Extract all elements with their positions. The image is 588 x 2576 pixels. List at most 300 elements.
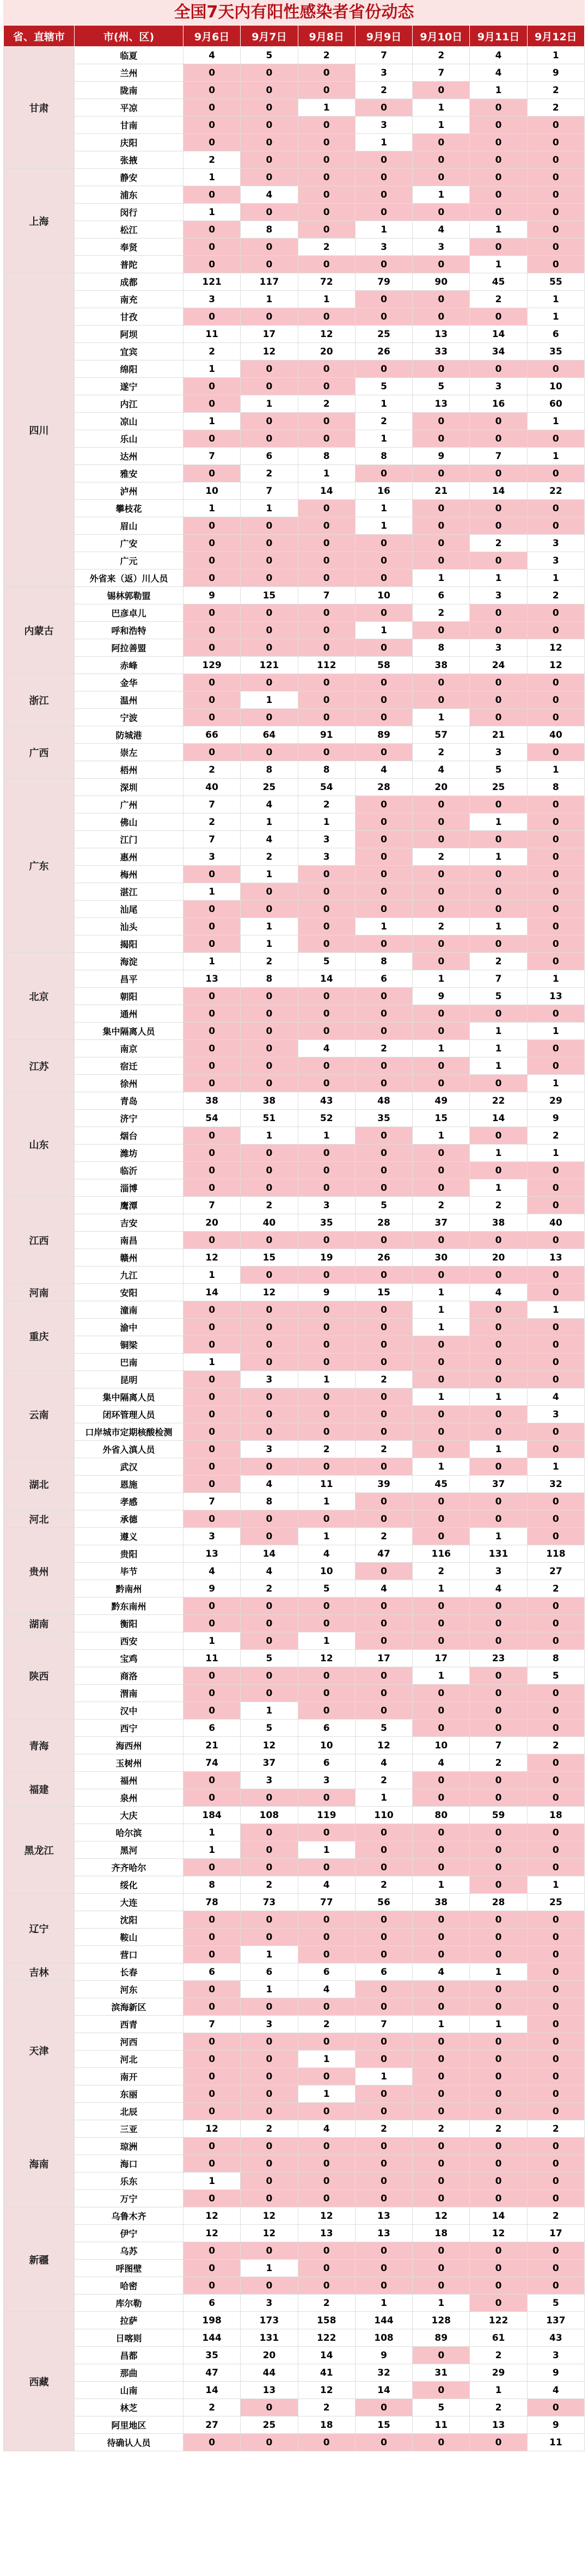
table-row [4,47,585,64]
count-cell: 0 [470,186,527,204]
city-cell: 宝鸡 [75,1650,183,1667]
table-row [4,1040,585,1057]
count-cell: 0 [241,1615,298,1632]
count-cell: 1 [355,395,412,413]
table-row [4,1301,585,1319]
count-cell: 0 [527,1057,584,1075]
count-cell: 0 [470,151,527,169]
city-cell: 宜宾 [75,343,183,360]
count-cell: 0 [355,1615,412,1632]
count-cell: 0 [298,1232,355,1249]
city-cell: 成都 [75,273,183,291]
table-row [4,726,585,744]
count-cell: 0 [241,2190,298,2207]
city-cell: 哈尔滨 [75,1824,183,1841]
count-cell: 0 [527,1423,584,1441]
count-cell: 0 [183,2242,241,2260]
city-cell: 口岸城市定期核酸检测 [75,1423,183,1441]
count-cell: 0 [413,1998,470,2016]
count-cell: 0 [183,2434,241,2451]
count-cell: 0 [470,2103,527,2120]
count-cell: 0 [413,1057,470,1075]
count-cell: 0 [413,953,470,970]
count-cell: 0 [298,1859,355,1876]
count-cell: 3 [355,64,412,82]
count-cell: 1 [527,1075,584,1092]
count-cell: 0 [183,1423,241,1441]
count-cell: 37 [413,1214,470,1232]
count-cell: 1 [355,134,412,151]
count-cell: 3 [527,1406,584,1423]
count-cell: 0 [298,82,355,99]
count-cell: 1 [413,1580,470,1598]
count-cell: 1 [470,1963,527,1981]
count-cell: 0 [355,1423,412,1441]
count-cell: 37 [470,1476,527,1493]
count-cell: 37 [241,1754,298,1772]
count-cell: 2 [298,2399,355,2416]
province-cell: 湖南 [4,1615,75,1632]
city-cell: 河北 [75,2051,183,2068]
count-cell: 0 [470,2085,527,2103]
count-cell: 7 [183,448,241,465]
table-row [4,186,585,204]
count-cell: 0 [413,2085,470,2103]
count-cell: 0 [527,1493,584,1510]
count-cell: 0 [527,204,584,221]
count-cell: 1 [183,1266,241,1284]
count-cell: 9 [527,2416,584,2434]
count-cell: 116 [413,1545,470,1563]
count-cell: 9 [527,1110,584,1127]
count-cell: 9 [527,64,584,82]
count-cell: 0 [298,500,355,517]
count-cell: 13 [355,2207,412,2225]
count-cell: 7 [183,2016,241,2033]
count-cell: 2 [183,343,241,360]
count-cell: 144 [355,2312,412,2329]
count-cell: 0 [298,1354,355,1371]
count-cell: 0 [241,238,298,256]
city-cell: 黑河 [75,1841,183,1859]
count-cell: 11 [183,1650,241,1667]
count-cell: 14 [470,2207,527,2225]
count-cell: 4 [298,1040,355,1057]
count-cell: 6 [527,326,584,343]
count-cell: 1 [183,883,241,901]
city-cell: 南充 [75,291,183,308]
city-cell: 武汉 [75,1458,183,1476]
count-cell: 0 [470,692,527,709]
count-cell: 13 [413,326,470,343]
count-cell: 2 [298,47,355,64]
count-cell: 0 [298,2260,355,2277]
count-cell: 38 [183,1092,241,1110]
count-cell: 0 [355,1127,412,1145]
province-cell: 广西 [4,726,75,779]
count-cell: 2 [527,82,584,99]
province-cell: 上海 [4,169,75,273]
city-cell: 滨海新区 [75,1998,183,2016]
count-cell: 0 [413,291,470,308]
count-cell: 0 [470,1685,527,1702]
count-cell: 0 [470,1946,527,1963]
count-cell: 0 [183,1510,241,1528]
table-row [4,1580,585,1598]
table-row [4,883,585,901]
table-row [4,221,585,238]
count-cell: 0 [298,570,355,587]
count-cell: 5 [298,953,355,970]
count-cell: 0 [241,1528,298,1545]
count-cell: 0 [470,517,527,535]
count-cell: 0 [241,604,298,622]
city-cell: 梅州 [75,866,183,883]
count-cell: 0 [470,901,527,918]
count-cell: 1 [241,291,298,308]
city-cell: 沈阳 [75,1911,183,1929]
count-cell: 0 [413,2051,470,2068]
count-cell: 1 [470,1441,527,1458]
count-cell: 2 [298,1441,355,1458]
count-cell: 0 [413,1406,470,1423]
count-cell: 4 [183,47,241,64]
count-cell: 0 [241,204,298,221]
count-cell: 0 [413,500,470,517]
count-cell: 5 [470,761,527,779]
count-cell: 131 [470,1545,527,1563]
count-cell: 0 [470,1319,527,1336]
count-cell: 0 [355,1929,412,1946]
count-cell: 38 [241,1092,298,1110]
count-cell: 21 [470,726,527,744]
count-cell: 17 [355,1650,412,1667]
count-cell: 0 [413,535,470,552]
count-cell: 0 [298,1075,355,1092]
table-row [4,1162,585,1179]
count-cell: 0 [355,1981,412,1998]
table-row [4,901,585,918]
count-cell: 0 [413,1946,470,1963]
count-cell: 0 [298,1406,355,1423]
count-cell: 1 [355,1789,412,1807]
count-cell: 0 [241,256,298,273]
city-cell: 外省入滇人员 [75,1441,183,1458]
count-cell: 0 [241,2068,298,2085]
count-cell: 0 [470,1458,527,1476]
count-cell: 6 [298,1754,355,1772]
count-cell: 1 [527,1023,584,1040]
count-cell: 0 [241,117,298,134]
count-cell: 2 [413,604,470,622]
count-cell: 0 [413,430,470,448]
table-row [4,64,585,82]
city-cell: 恩施 [75,1476,183,1493]
count-cell: 57 [413,726,470,744]
count-cell: 0 [241,1598,298,1615]
table-row [4,1284,585,1301]
count-cell: 0 [241,1319,298,1336]
count-cell: 0 [413,1266,470,1284]
table-row [4,918,585,935]
count-cell: 3 [241,1441,298,1458]
count-cell: 158 [298,2312,355,2329]
count-cell: 2 [413,848,470,866]
count-cell: 0 [355,552,412,570]
count-cell: 0 [470,2277,527,2294]
count-cell: 0 [470,1301,527,1319]
count-cell: 0 [241,82,298,99]
count-cell: 7 [298,587,355,604]
count-cell: 0 [470,1615,527,1632]
count-cell: 0 [298,1458,355,1476]
city-cell: 巴南 [75,1354,183,1371]
count-cell: 0 [298,151,355,169]
count-cell: 0 [527,117,584,134]
count-cell: 0 [183,2085,241,2103]
count-cell: 1 [355,517,412,535]
count-cell: 0 [241,1162,298,1179]
count-cell: 0 [298,2190,355,2207]
count-cell: 72 [298,273,355,291]
count-cell: 0 [470,2190,527,2207]
count-cell: 0 [527,1789,584,1807]
count-cell: 0 [183,552,241,570]
province-cell: 河南 [4,1284,75,1301]
count-cell: 0 [470,465,527,482]
count-cell: 0 [527,831,584,848]
count-cell: 0 [241,1824,298,1841]
city-cell: 攀枝花 [75,500,183,517]
count-cell: 3 [298,831,355,848]
table-row [4,2190,585,2207]
province-cell: 海南 [4,2120,75,2207]
count-cell: 15 [241,587,298,604]
table-row [4,866,585,883]
city-cell: 集中隔离人员 [75,1023,183,1040]
table-row [4,709,585,726]
count-cell: 45 [413,1476,470,1493]
count-cell: 0 [527,1702,584,1720]
count-cell: 0 [355,186,412,204]
count-cell: 9 [355,2347,412,2364]
count-cell: 19 [298,1249,355,1266]
count-cell: 0 [241,2242,298,2260]
count-cell: 0 [183,604,241,622]
province-cell: 山东 [4,1092,75,1197]
city-cell: 呼和浩特 [75,622,183,639]
count-cell: 1 [527,570,584,587]
table-row [4,2312,585,2329]
count-cell: 0 [470,1005,527,1023]
count-cell: 1 [298,1632,355,1650]
count-cell: 0 [241,1406,298,1423]
count-cell: 1 [470,848,527,866]
province-cell: 福建 [4,1772,75,1807]
city-cell: 宿迁 [75,1057,183,1075]
count-cell: 0 [298,1319,355,1336]
count-cell: 0 [527,221,584,238]
count-cell: 3 [470,587,527,604]
count-cell: 12 [241,1284,298,1301]
count-cell: 18 [298,2416,355,2434]
count-cell: 0 [298,1510,355,1528]
count-cell: 2 [527,1580,584,1598]
table-row [4,2051,585,2068]
count-cell: 89 [355,726,412,744]
count-cell: 3 [470,1563,527,1580]
city-cell: 林芝 [75,2399,183,2416]
count-cell: 4 [470,1284,527,1301]
table-row [4,1615,585,1632]
count-cell: 1 [527,1145,584,1162]
table-row [4,639,585,657]
count-cell: 0 [241,169,298,186]
count-cell: 0 [298,1388,355,1406]
count-cell: 0 [355,1702,412,1720]
count-cell: 0 [355,2277,412,2294]
count-cell: 0 [470,1232,527,1249]
table-row [4,2138,585,2155]
count-cell: 0 [527,2016,584,2033]
count-cell: 6 [298,1963,355,1981]
count-cell: 0 [298,639,355,657]
count-cell: 43 [527,2329,584,2347]
table-row [4,1354,585,1371]
count-cell: 1 [241,1981,298,1998]
count-cell: 55 [527,273,584,291]
table-body [4,47,585,2451]
count-cell: 0 [413,552,470,570]
count-cell: 6 [298,1720,355,1737]
count-cell: 4 [355,761,412,779]
count-cell: 0 [470,1354,527,1371]
count-cell: 0 [183,378,241,395]
count-cell: 1 [413,570,470,587]
count-cell: 0 [183,744,241,761]
province-cell: 重庆 [4,1301,75,1371]
count-cell: 0 [298,1301,355,1319]
city-cell: 汕尾 [75,901,183,918]
count-cell: 4 [241,1563,298,1580]
count-cell: 12 [241,343,298,360]
count-cell: 0 [183,1981,241,1998]
count-cell: 0 [355,639,412,657]
count-cell: 1 [470,221,527,238]
city-cell: 乐东 [75,2173,183,2190]
count-cell: 73 [241,1894,298,1911]
count-cell: 7 [183,1197,241,1214]
count-cell: 4 [298,1981,355,1998]
count-cell: 77 [298,1894,355,1911]
table-row [4,779,585,796]
count-cell: 0 [183,82,241,99]
count-cell: 31 [413,2364,470,2382]
count-cell: 2 [527,1737,584,1754]
count-cell: 1 [413,1319,470,1336]
city-cell: 南昌 [75,1232,183,1249]
count-cell: 0 [527,1754,584,1772]
count-cell: 0 [355,744,412,761]
city-cell: 山南 [75,2382,183,2399]
count-cell: 0 [527,2173,584,2190]
count-cell: 0 [298,169,355,186]
count-cell: 0 [413,1493,470,1510]
count-cell: 1 [241,918,298,935]
city-cell: 库尔勒 [75,2294,183,2312]
province-cell: 新疆 [4,2207,75,2312]
count-cell: 4 [355,1580,412,1598]
count-cell: 0 [183,465,241,482]
province-cell: 贵州 [4,1528,75,1615]
count-cell: 0 [355,1632,412,1650]
city-cell: 汕头 [75,918,183,935]
count-cell: 6 [355,1963,412,1981]
count-cell: 0 [355,1406,412,1423]
count-cell: 0 [413,1423,470,1441]
count-cell: 0 [470,308,527,326]
count-cell: 0 [183,1075,241,1092]
city-cell: 泸州 [75,482,183,500]
count-cell: 0 [183,1667,241,1685]
province-cell: 浙江 [4,674,75,726]
count-cell: 2 [298,2294,355,2312]
count-cell: 0 [470,831,527,848]
count-cell: 0 [527,2051,584,2068]
count-cell: 0 [298,413,355,430]
count-cell: 14 [183,2382,241,2399]
count-cell: 4 [470,47,527,64]
count-cell: 13 [183,970,241,988]
count-cell: 0 [241,1005,298,1023]
count-cell: 0 [470,1423,527,1441]
count-cell: 5 [241,1650,298,1667]
count-cell: 0 [241,2085,298,2103]
count-cell: 0 [413,831,470,848]
count-cell: 0 [241,134,298,151]
count-cell: 108 [241,1807,298,1824]
count-cell: 0 [527,1336,584,1354]
count-cell: 1 [183,500,241,517]
count-cell: 1 [183,1824,241,1841]
count-cell: 0 [413,692,470,709]
count-cell: 38 [470,1214,527,1232]
header-day: 9月11日 [470,26,527,47]
city-cell: 阿里地区 [75,2416,183,2434]
count-cell: 0 [355,604,412,622]
count-cell: 0 [470,1493,527,1510]
province-cell: 江苏 [4,1040,75,1092]
count-cell: 0 [298,866,355,883]
count-cell: 51 [241,1110,298,1127]
city-cell: 海西州 [75,1737,183,1754]
count-cell: 0 [413,883,470,901]
count-cell: 0 [527,1946,584,1963]
count-cell: 0 [355,2033,412,2051]
count-cell: 74 [183,1754,241,1772]
count-cell: 0 [470,2434,527,2451]
count-cell: 0 [355,1057,412,1075]
count-cell: 0 [298,1685,355,1702]
count-cell: 0 [527,935,584,953]
count-cell: 1 [470,570,527,587]
count-cell: 0 [355,1162,412,1179]
count-cell: 2 [355,1040,412,1057]
count-cell: 78 [183,1894,241,1911]
count-cell: 1 [183,204,241,221]
table-row [4,1336,585,1354]
count-cell: 3 [183,848,241,866]
